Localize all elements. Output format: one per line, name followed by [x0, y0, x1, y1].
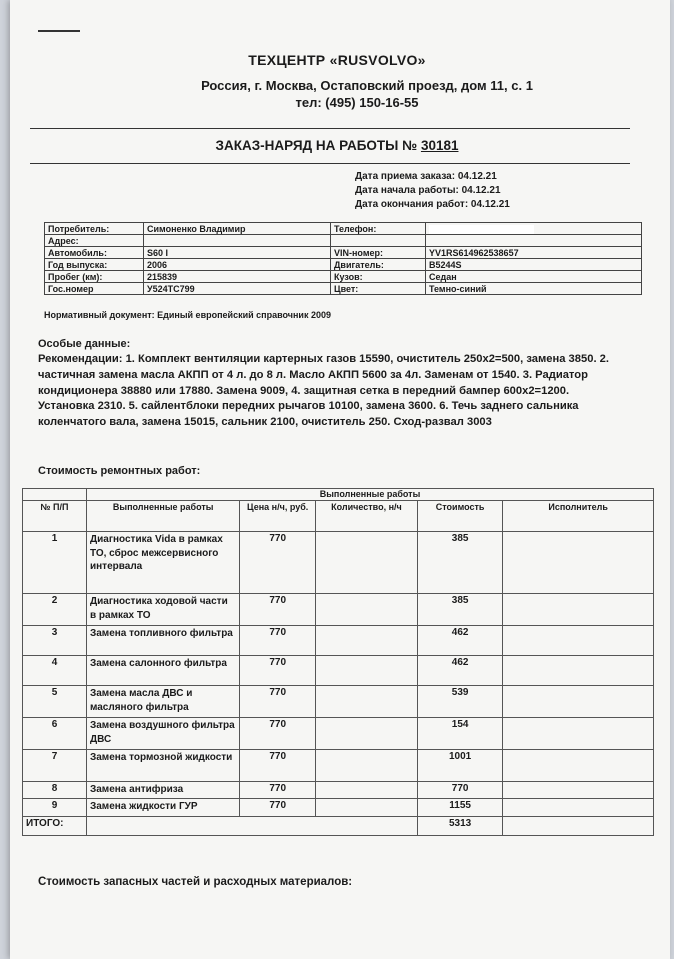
table-row: 5 Замена масла ДВС и масляного фильтра 770 539 — [23, 686, 654, 718]
company-name: ТЕХЦЕНТР «RUSVOLVO» — [248, 52, 426, 68]
table-row: 3 Замена топливного фильтра 770 462 — [23, 626, 654, 656]
col-header-num: № П/П — [23, 501, 87, 532]
date-started: Дата начала работы: 04.12.21 — [355, 185, 501, 196]
consumer-name: Симоненко Владимир — [144, 223, 331, 235]
divider-top — [30, 128, 630, 129]
special-data-text: Рекомендации: 1. Комплект вентиляции картерных газов 15590, очиститель 250х2=500, замена 3850. 2. частичная замена масла АКПП от 4 л. до 8 л. Масло АКПП 5600 за 4л. Заменам от 1540. 3. Радиатор кондиционера 38880 или 17880. Замена 9009, 4. защитная сетка в передний бампер 600х2=1200. Установка 2310. 5. сайлентблоки передних рычагов 10100, замена 3600. 6. Течь заднего сальника коленчатого вала, замена 15015, сальник 2100, очиститель 250. Сход-развал 3003 — [38, 353, 609, 429]
table-row: 2 Диагностика ходовой части в рамках ТО 770 385 — [23, 594, 654, 626]
body-type: Седан — [426, 271, 642, 283]
col-header-exec: Исполнитель — [503, 501, 654, 532]
col-header-qty: Количество, н/ч — [315, 501, 417, 532]
order-number: 30181 — [420, 138, 459, 153]
works-group-header: Выполненные работы — [86, 489, 653, 501]
table-row: 1 Диагностика Vida в рамках ТО, сброс межсервисного интервала 770 385 — [23, 532, 654, 594]
works-table — [22, 488, 654, 836]
col-header-cost: Стоимость — [417, 501, 502, 532]
order-title: ЗАКАЗ-НАРЯД НА РАБОТЫ № 30181 — [215, 138, 459, 153]
repair-cost-title: Стоимость ремонтных работ: — [38, 465, 201, 477]
table-row: 6 Замена воздушного фильтра ДВС 770 154 — [23, 718, 654, 750]
top-mark-line — [38, 30, 80, 32]
total-label: ИТОГО: — [23, 816, 87, 835]
parts-cost-title: Стоимость запасных частей и расходных материалов: — [38, 876, 353, 888]
car-model: S60 I — [144, 247, 331, 259]
customer-info-table: Потребитель: Симоненко Владимир Телефон: Адрес: Автомобиль: S60 I VIN-номер: YV1RS614962538657 Год выпуска: 2006 Двигатель: B5244S Пробег (км): 215839 Кузов: Седан Гос.номер У524ТС799 Цвет: Темно-синий — [44, 222, 642, 295]
special-data-title: Особые данные: — [38, 338, 131, 350]
vin-number: YV1RS614962538657 — [426, 247, 642, 259]
col-header-price: Цена н/ч, руб. — [240, 501, 316, 532]
col-header-name: Выполненные работы — [86, 501, 239, 532]
date-finished: Дата окончания работ: 04.12.21 — [355, 199, 510, 210]
phone-redacted — [426, 223, 642, 235]
normative-document: Нормативный документ: Единый европейский справочник 2009 — [44, 310, 331, 320]
company-address: Россия, г. Москва, Остаповский проезд, дом 11, с. 1 — [201, 78, 533, 93]
engine-code: B5244S — [426, 259, 642, 271]
table-row: 7 Замена тормозной жидкости 770 1001 — [23, 750, 654, 782]
redaction-block — [429, 225, 534, 234]
date-received: Дата приема заказа: 04.12.21 — [355, 171, 497, 182]
divider-bottom — [30, 163, 630, 164]
mileage: 215839 — [144, 271, 331, 283]
company-phone: тел: (495) 150-16-55 — [295, 95, 419, 110]
total-value: 5313 — [417, 816, 502, 835]
car-color: Темно-синий — [426, 283, 642, 295]
table-row: 8 Замена антифриза 770 770 — [23, 782, 654, 799]
license-plate: У524ТС799 — [144, 283, 331, 295]
car-year: 2006 — [144, 259, 331, 271]
order-dates — [355, 170, 510, 212]
table-row: 9 Замена жидкости ГУР 770 1155 — [23, 798, 654, 816]
table-row: 4 Замена салонного фильтра 770 462 — [23, 656, 654, 686]
total-row — [23, 816, 654, 835]
